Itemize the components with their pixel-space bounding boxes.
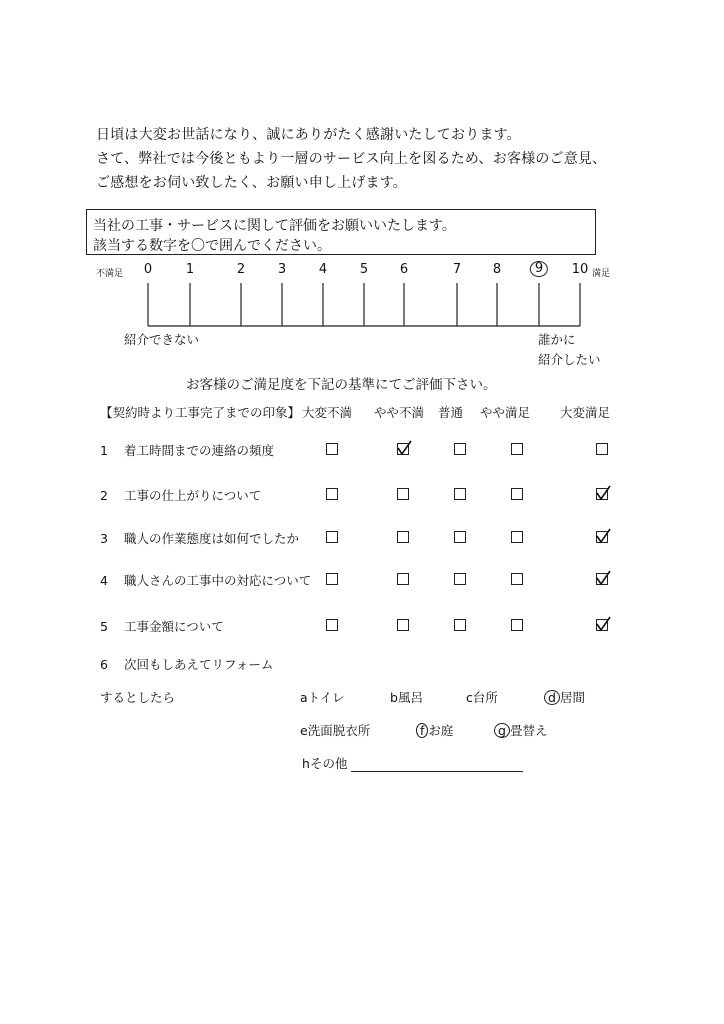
reform-option-letter: b (390, 690, 398, 705)
survey-column-header: やや満足 (480, 405, 531, 420)
reform-other-label: その他 (309, 756, 348, 771)
scale-number-0[interactable]: 0 (143, 262, 153, 277)
reform-option-c[interactable] (466, 688, 498, 706)
rating-checkbox[interactable] (596, 619, 608, 631)
survey-column-header: 普通 (438, 405, 464, 420)
survey-column-header: やや不満 (374, 405, 425, 420)
scale-right-caption-1: 誰かに (538, 332, 576, 347)
survey-question-row (100, 617, 224, 635)
survey-question-row (100, 571, 311, 589)
scale-number-7[interactable]: 7 (452, 262, 462, 277)
survey-question-row (100, 486, 261, 504)
scale-left-end-label: 不満足 (96, 269, 124, 279)
rating-checkbox[interactable] (397, 619, 409, 631)
scale-number-4[interactable]: 4 (318, 262, 328, 277)
rating-checkbox[interactable] (454, 531, 466, 543)
scale-number-1[interactable]: 1 (185, 262, 195, 277)
rating-checkbox[interactable] (454, 443, 466, 455)
scale-number-8[interactable]: 8 (492, 262, 502, 277)
rating-checkbox[interactable] (397, 531, 409, 543)
rating-checkbox[interactable] (326, 531, 338, 543)
rating-checkbox[interactable] (596, 531, 608, 543)
reform-option-g[interactable] (494, 721, 547, 739)
check-mark-icon (595, 570, 611, 586)
scale-right-caption-2: 紹介したい (538, 352, 601, 367)
scale-number-2[interactable]: 2 (236, 262, 246, 277)
rating-checkbox[interactable] (326, 443, 338, 455)
rating-scale-lines (0, 0, 724, 340)
reform-option-letter: d (544, 690, 560, 705)
survey-title: お客様のご満足度を下記の基準にてご評価下さい。 (186, 377, 497, 393)
question-number: 4 (100, 573, 108, 588)
reform-option-b[interactable] (390, 688, 423, 706)
rating-checkbox[interactable] (326, 488, 338, 500)
reform-option-label: 風呂 (397, 690, 423, 705)
reform-option-letter: c (466, 690, 473, 705)
survey-question-row (100, 441, 274, 459)
reform-option-label: 洗面脱衣所 (307, 723, 371, 738)
rating-checkbox[interactable] (454, 619, 466, 631)
scale-number-6[interactable]: 6 (399, 262, 409, 277)
reform-option-f[interactable] (416, 721, 453, 739)
rating-checkbox[interactable] (326, 573, 338, 585)
scale-number-10[interactable]: 10 (571, 262, 589, 277)
intro-line-1: 日頃は大変お世話になり、誠にありがたく感謝いたしております。 (96, 127, 521, 143)
reform-question (100, 655, 273, 673)
rating-checkbox[interactable] (511, 443, 523, 455)
rating-checkbox[interactable] (596, 443, 608, 455)
rating-checkbox[interactable] (511, 488, 523, 500)
survey-question-row (100, 529, 299, 547)
reform-option-letter: g (494, 723, 510, 738)
question-text: 職人の作業態度は如何でしたか (124, 531, 300, 546)
rating-checkbox[interactable] (596, 488, 608, 500)
reform-option-d[interactable] (544, 688, 585, 706)
question-number: 3 (100, 531, 108, 546)
rating-checkbox[interactable] (596, 573, 608, 585)
reform-option-e[interactable] (300, 721, 370, 739)
reform-number: 6 (100, 657, 108, 672)
rating-checkbox[interactable] (397, 443, 409, 455)
check-mark-icon (595, 616, 611, 632)
check-mark-icon (396, 440, 412, 456)
question-number: 1 (100, 443, 108, 458)
rating-checkbox[interactable] (454, 573, 466, 585)
rating-checkbox[interactable] (326, 619, 338, 631)
intro-line-2: さて、弊社では今後ともより一層のサービス向上を図るため、お客様のご意見、 (96, 151, 607, 167)
scale-left-caption: 紹介できない (124, 332, 200, 347)
question-number: 2 (100, 488, 108, 503)
reform-option-letter: a (300, 690, 308, 705)
survey-row-header: 【契約時より工事完了までの印象】 (100, 405, 301, 420)
question-number: 5 (100, 619, 108, 634)
rating-instruction-line-1: 当社の工事・サービスに関して評価をお願いいたします。 (93, 218, 456, 234)
question-text: 工事の仕上がりについて (124, 488, 262, 503)
rating-checkbox[interactable] (511, 573, 523, 585)
reform-option-label: お庭 (428, 723, 454, 738)
reform-other-blank[interactable] (351, 771, 523, 772)
question-text: 着工時間までの連絡の頻度 (124, 443, 275, 458)
rating-checkbox[interactable] (511, 531, 523, 543)
rating-checkbox[interactable] (511, 619, 523, 631)
rating-checkbox[interactable] (397, 573, 409, 585)
reform-option-letter: f (416, 723, 428, 738)
reform-option-other[interactable] (302, 754, 523, 772)
question-text: 工事金額について (124, 619, 224, 634)
reform-option-a[interactable] (300, 688, 345, 706)
survey-column-header: 大変不満 (302, 405, 353, 420)
intro-line-3: ご感想をお伺い致したく、お願い申し上げます。 (96, 175, 407, 191)
reform-option-label: 畳替え (509, 723, 548, 738)
reform-line-2: するとしたら (100, 690, 176, 705)
scale-number-9[interactable]: 9 (530, 261, 548, 277)
reform-option-label: 居間 (559, 690, 585, 705)
check-mark-icon (595, 485, 611, 501)
scale-number-5[interactable]: 5 (359, 262, 369, 277)
check-mark-icon (595, 528, 611, 544)
scale-right-end-label: 満足 (592, 269, 611, 279)
reform-option-letter: e (300, 723, 308, 738)
survey-column-header: 大変満足 (560, 405, 611, 420)
rating-checkbox[interactable] (397, 488, 409, 500)
rating-checkbox[interactable] (454, 488, 466, 500)
reform-option-label: トイレ (307, 690, 345, 705)
reform-line-1: 次回もしあえてリフォーム (124, 657, 274, 672)
reform-option-label: 台所 (472, 690, 498, 705)
rating-instruction-line-2: 該当する数字を〇で囲んでください。 (93, 238, 331, 254)
question-text: 職人さんの工事中の対応について (124, 573, 312, 588)
reform-other-letter: h (302, 756, 310, 771)
scale-number-3[interactable]: 3 (277, 262, 287, 277)
